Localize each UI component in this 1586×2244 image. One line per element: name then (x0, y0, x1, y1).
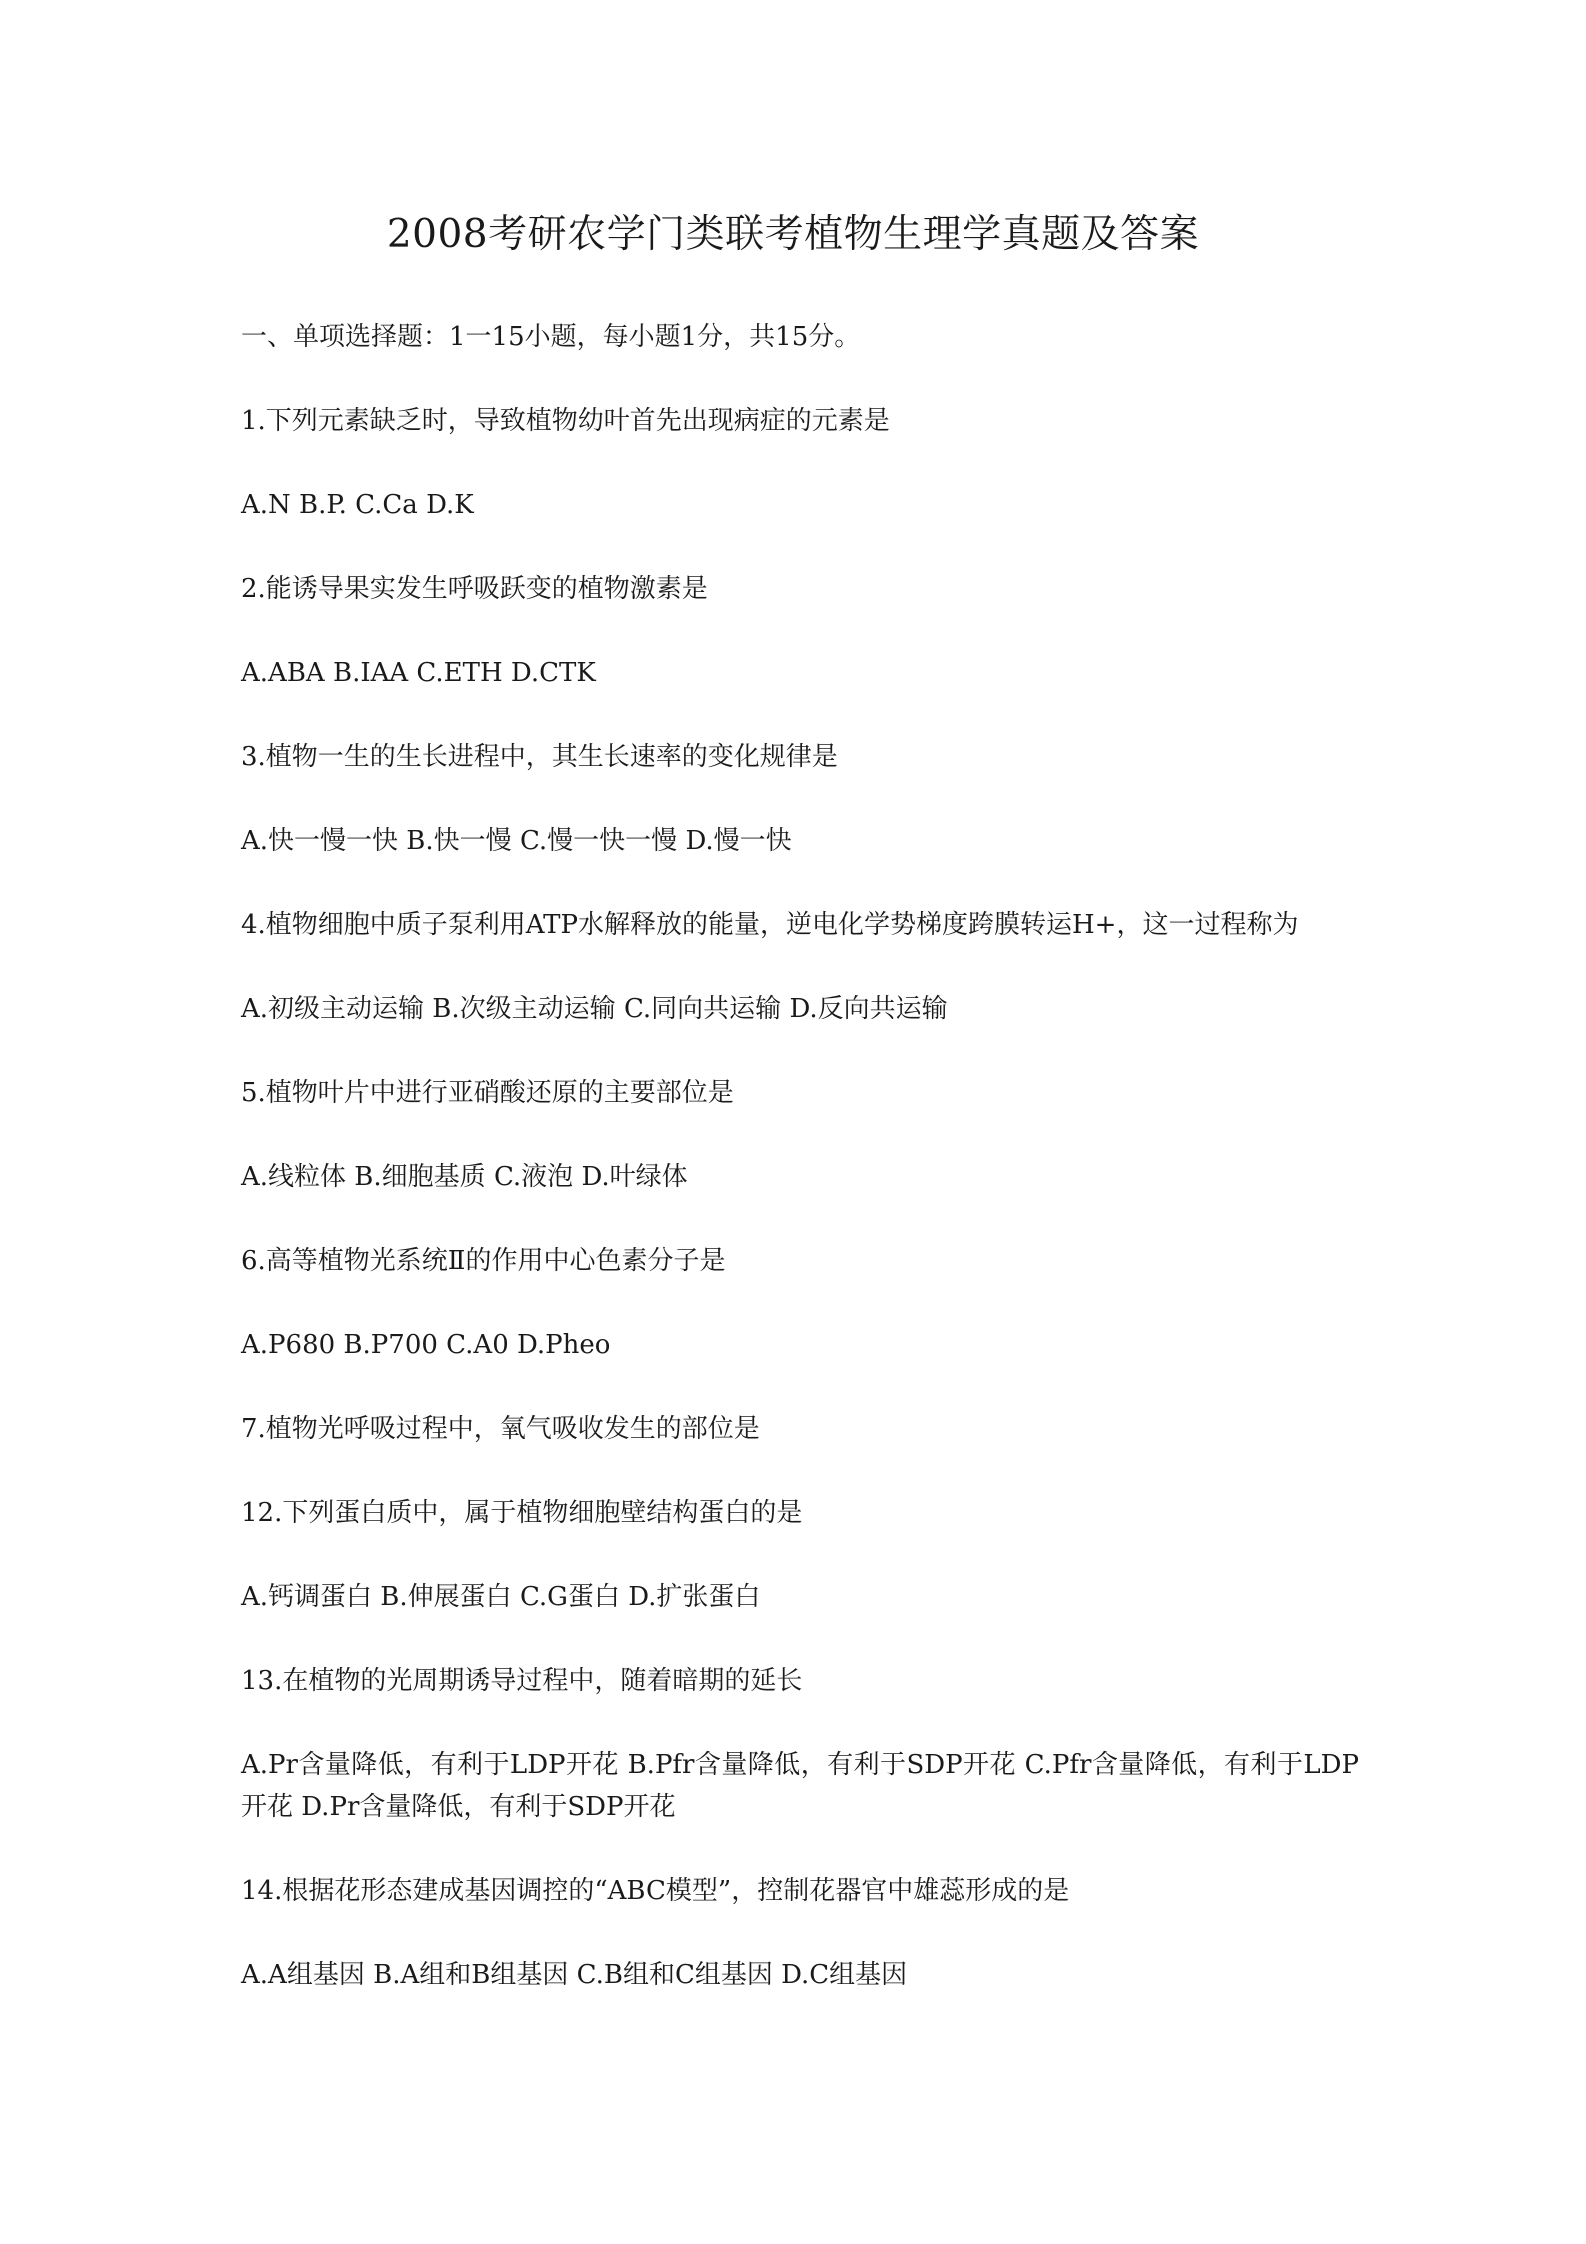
question-4: 4.植物细胞中质子泵利用ATP水解释放的能量，逆电化学势梯度跨膜转运H+，这一过程称为 (241, 910, 1299, 940)
question-6: 6.高等植物光系统Ⅱ的作用中心色素分子是 (241, 1246, 726, 1276)
question-12-options: A.钙调蛋白 B.伸展蛋白 C.G蛋白 D.扩张蛋白 (241, 1582, 761, 1612)
question-3-options: A.快一慢一快 B.快一慢 C.慢一快一慢 D.慢一快 (241, 826, 792, 856)
question-3: 3.植物一生的生长进程中，其生长速率的变化规律是 (241, 742, 838, 772)
question-13: 13.在植物的光周期诱导过程中，随着暗期的延长 (241, 1666, 803, 1696)
question-14-options: A.A组基因 B.A组和B组基因 C.B组和C组基因 D.C组基因 (241, 1960, 908, 1990)
section-heading: 一、单项选择题：1一15小题，每小题1分，共15分。 (241, 322, 861, 352)
question-12: 12.下列蛋白质中，属于植物细胞壁结构蛋白的是 (241, 1498, 803, 1528)
question-5: 5.植物叶片中进行亚硝酸还原的主要部位是 (241, 1078, 734, 1108)
question-14: 14.根据花形态建成基因调控的“ABC模型”，控制花器官中雄蕊形成的是 (241, 1876, 1070, 1906)
document-title: 2008考研农学门类联考植物生理学真题及答案 (386, 212, 1200, 257)
question-4-options: A.初级主动运输 B.次级主动运输 C.同向共运输 D.反向共运输 (241, 994, 948, 1024)
question-13-options: A.Pr含量降低，有利于LDP开花 B.Pfr含量降低，有利于SDP开花 C.Pfr含量降低，有利于LDP开花 D.Pr含量降低，有利于SDP开花 (241, 1750, 1359, 1822)
question-5-options: A.线粒体 B.细胞基质 C.液泡 D.叶绿体 (241, 1162, 688, 1192)
document-body (241, 316, 1359, 2038)
question-2: 2.能诱导果实发生呼吸跃变的植物激素是 (241, 574, 708, 604)
question-1-options: A.N B.P. C.Ca D.K (241, 490, 474, 520)
question-1: 1.下列元素缺乏时，导致植物幼叶首先出现病症的元素是 (241, 406, 890, 436)
question-7: 7.植物光呼吸过程中，氧气吸收发生的部位是 (241, 1414, 760, 1444)
question-6-options: A.P680 B.P700 C.A0 D.Pheo (241, 1330, 611, 1360)
question-2-options: A.ABA B.IAA C.ETH D.CTK (241, 658, 596, 688)
